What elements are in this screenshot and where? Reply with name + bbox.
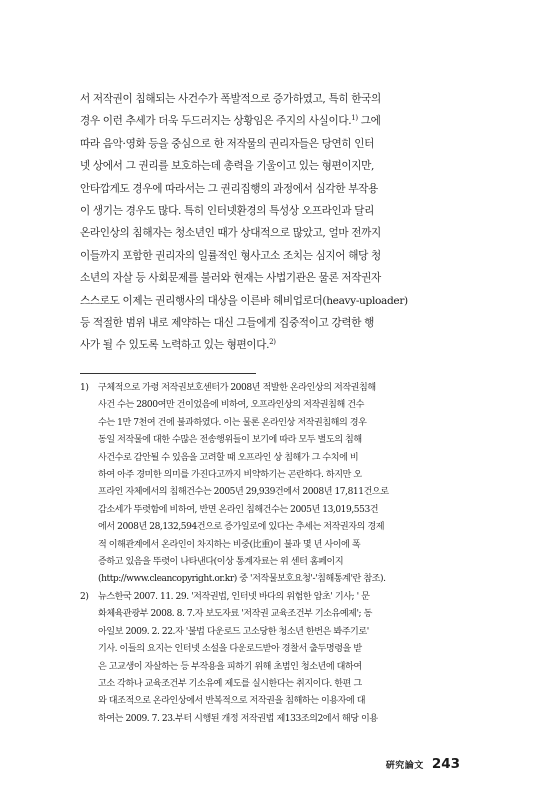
- body-line: 따라 음악·영화 등을 중심으로 한 저작물의 권리자들은 당연히 인터: [80, 137, 375, 150]
- footnote-line: 기사. 이들의 요지는 인터넷 소설을 다운로드받아 경찰서 출두명령을 받: [98, 644, 362, 655]
- footnote-ref-1[interactable]: 1): [351, 114, 358, 123]
- footnote-number: 1): [80, 383, 89, 393]
- footnote-1: [80, 380, 460, 589]
- body-line: [80, 334, 458, 356]
- footnote-number: 2): [80, 591, 89, 602]
- footnote-2: [80, 589, 460, 728]
- footnote-line: 은 고교생이 자살하는 등 부작용을 피하기 위해 초범인 청소년에 대하여: [98, 661, 362, 672]
- footnote-line: 와 대조적으로 온라인상에서 반복적으로 저작권을 침해하는 이용자에 대: [98, 696, 366, 707]
- footnote-line: 프라인 자체에서의 침해건수는 2005년 29,939건에서 2008년 17,811건으로: [98, 487, 389, 498]
- footnote-ref-2[interactable]: 2): [269, 338, 276, 347]
- body-line: 서 저작권이 침해되는 사건수가 폭발적으로 증가하였고, 특히 한국의: [80, 93, 381, 105]
- footnote-line: 사건 수는 2800여만 건이었음에 비하여, 오프라인상의 저작권침해 건수: [98, 400, 364, 411]
- footnote-link-line[interactable]: (http://www.cleancopyright.or.kr) 중 '저작물보호요청'-'침해통계'란 참조).: [98, 574, 386, 585]
- footnote-line: 뉴스한국 2007. 11. 29. '저작권법, 인터넷 바다의 위험한 암초' 기사; ' 문: [98, 591, 370, 602]
- footnote-line: 하여는 2009. 7. 23.부터 시행된 개정 저작권법 제133조의2에서 해당 이용: [98, 713, 378, 724]
- body-line: 넷 상에서 그 권리를 보호하는데 총력을 기울이고 있는 형편이지만,: [80, 160, 375, 173]
- body-line: 온라인상의 침해자는 청소년인 때가 상대적으로 많았고, 얼마 전까지: [80, 227, 381, 240]
- footnote-line: 증하고 있음을 뚜렷이 나타낸다(이상 통계자료는 위 센터 홈페이지: [98, 557, 344, 568]
- body-line-text: 사가 될 수 있도록 노력하고 있는 형편이다.: [80, 339, 270, 352]
- footnote-line: 구체적으로 가령 저작권보호센터가 2008년 적발한 온라인상의 저작권침해: [98, 383, 376, 393]
- body-line-tail: 그에: [357, 115, 381, 128]
- body-line: 안타깝게도 경우에 따라서는 그 권리집행의 과정에서 심각한 부작용: [80, 182, 378, 195]
- footnote-line: 감소세가 뚜렷함에 비하여, 반면 온라인 침해건수는 2005년 13,019,553건: [98, 504, 379, 515]
- body-line: 스스로도 이제는 권리행사의 대상을 이른바 헤비업로더(heavy-uploader): [80, 294, 408, 307]
- footnote-line: 고소 각하나 교육조건부 기소유예 제도를 실시한다는 취지이다. 한편 그: [98, 678, 362, 689]
- page-number: 243: [431, 756, 460, 772]
- footnote-line: 동일 저작물에 대한 수많은 전송행위들이 보기에 따라 모두 별도의 침해: [98, 435, 362, 446]
- footnote-line: 화체육관광부 2008. 8. 7.자 보도자료 '저작권 교육조건부 기소유예제'; 동: [98, 609, 372, 620]
- footnote-line: 아일보 2009. 2. 22.자 '불법 다운로드 고소당한 청소년 한번은 봐주기로': [98, 626, 369, 637]
- body-line: 등 적절한 범위 내로 제약하는 대신 그들에게 집중적이고 강력한 행: [80, 317, 375, 330]
- page-footer: [386, 756, 460, 772]
- footnote-line: 적 이해관계에서 온라인이 차지하는 비중(比重)이 불과 몇 년 사이에 폭: [98, 539, 361, 550]
- footnotes-section: [80, 380, 460, 728]
- section-label: 硏究論文: [385, 761, 424, 771]
- body-line: 소년의 자살 등 사회문제를 불러와 현재는 사법기관은 물론 저작권자: [80, 272, 381, 285]
- footnote-line: 하여 아주 경미한 의미를 가진다고까지 비약하기는 곤란하다. 하지만 오: [98, 470, 362, 481]
- body-line-text: 경우 이런 추세가 더욱 두드러지는 상황임은 주지의 사실이다.: [80, 115, 352, 128]
- body-line: [80, 110, 458, 132]
- footnote-line: 수는 1만 7천여 건에 불과하였다. 이는 물론 온라인상 저작권침해의 경우: [98, 417, 367, 428]
- footnote-line: 에서 2008년 28,132,594건으로 증가일로에 있다는 추세는 저작권자의 경제: [98, 522, 385, 533]
- footnote-line: 사건수로 감안될 수 있음을 고려할 때 오프라인 상 침해가 그 수치에 비: [98, 452, 359, 463]
- main-body-text: [80, 88, 458, 357]
- body-paragraph: [80, 88, 458, 357]
- body-line: 이 생기는 경우도 많다. 특히 인터넷환경의 특성상 오프라인과 달리: [80, 205, 375, 218]
- footnote-divider: [80, 373, 256, 374]
- body-line: 이들까지 포함한 권리자의 일률적인 형사고소 조치는 심지어 해당 청: [80, 249, 381, 262]
